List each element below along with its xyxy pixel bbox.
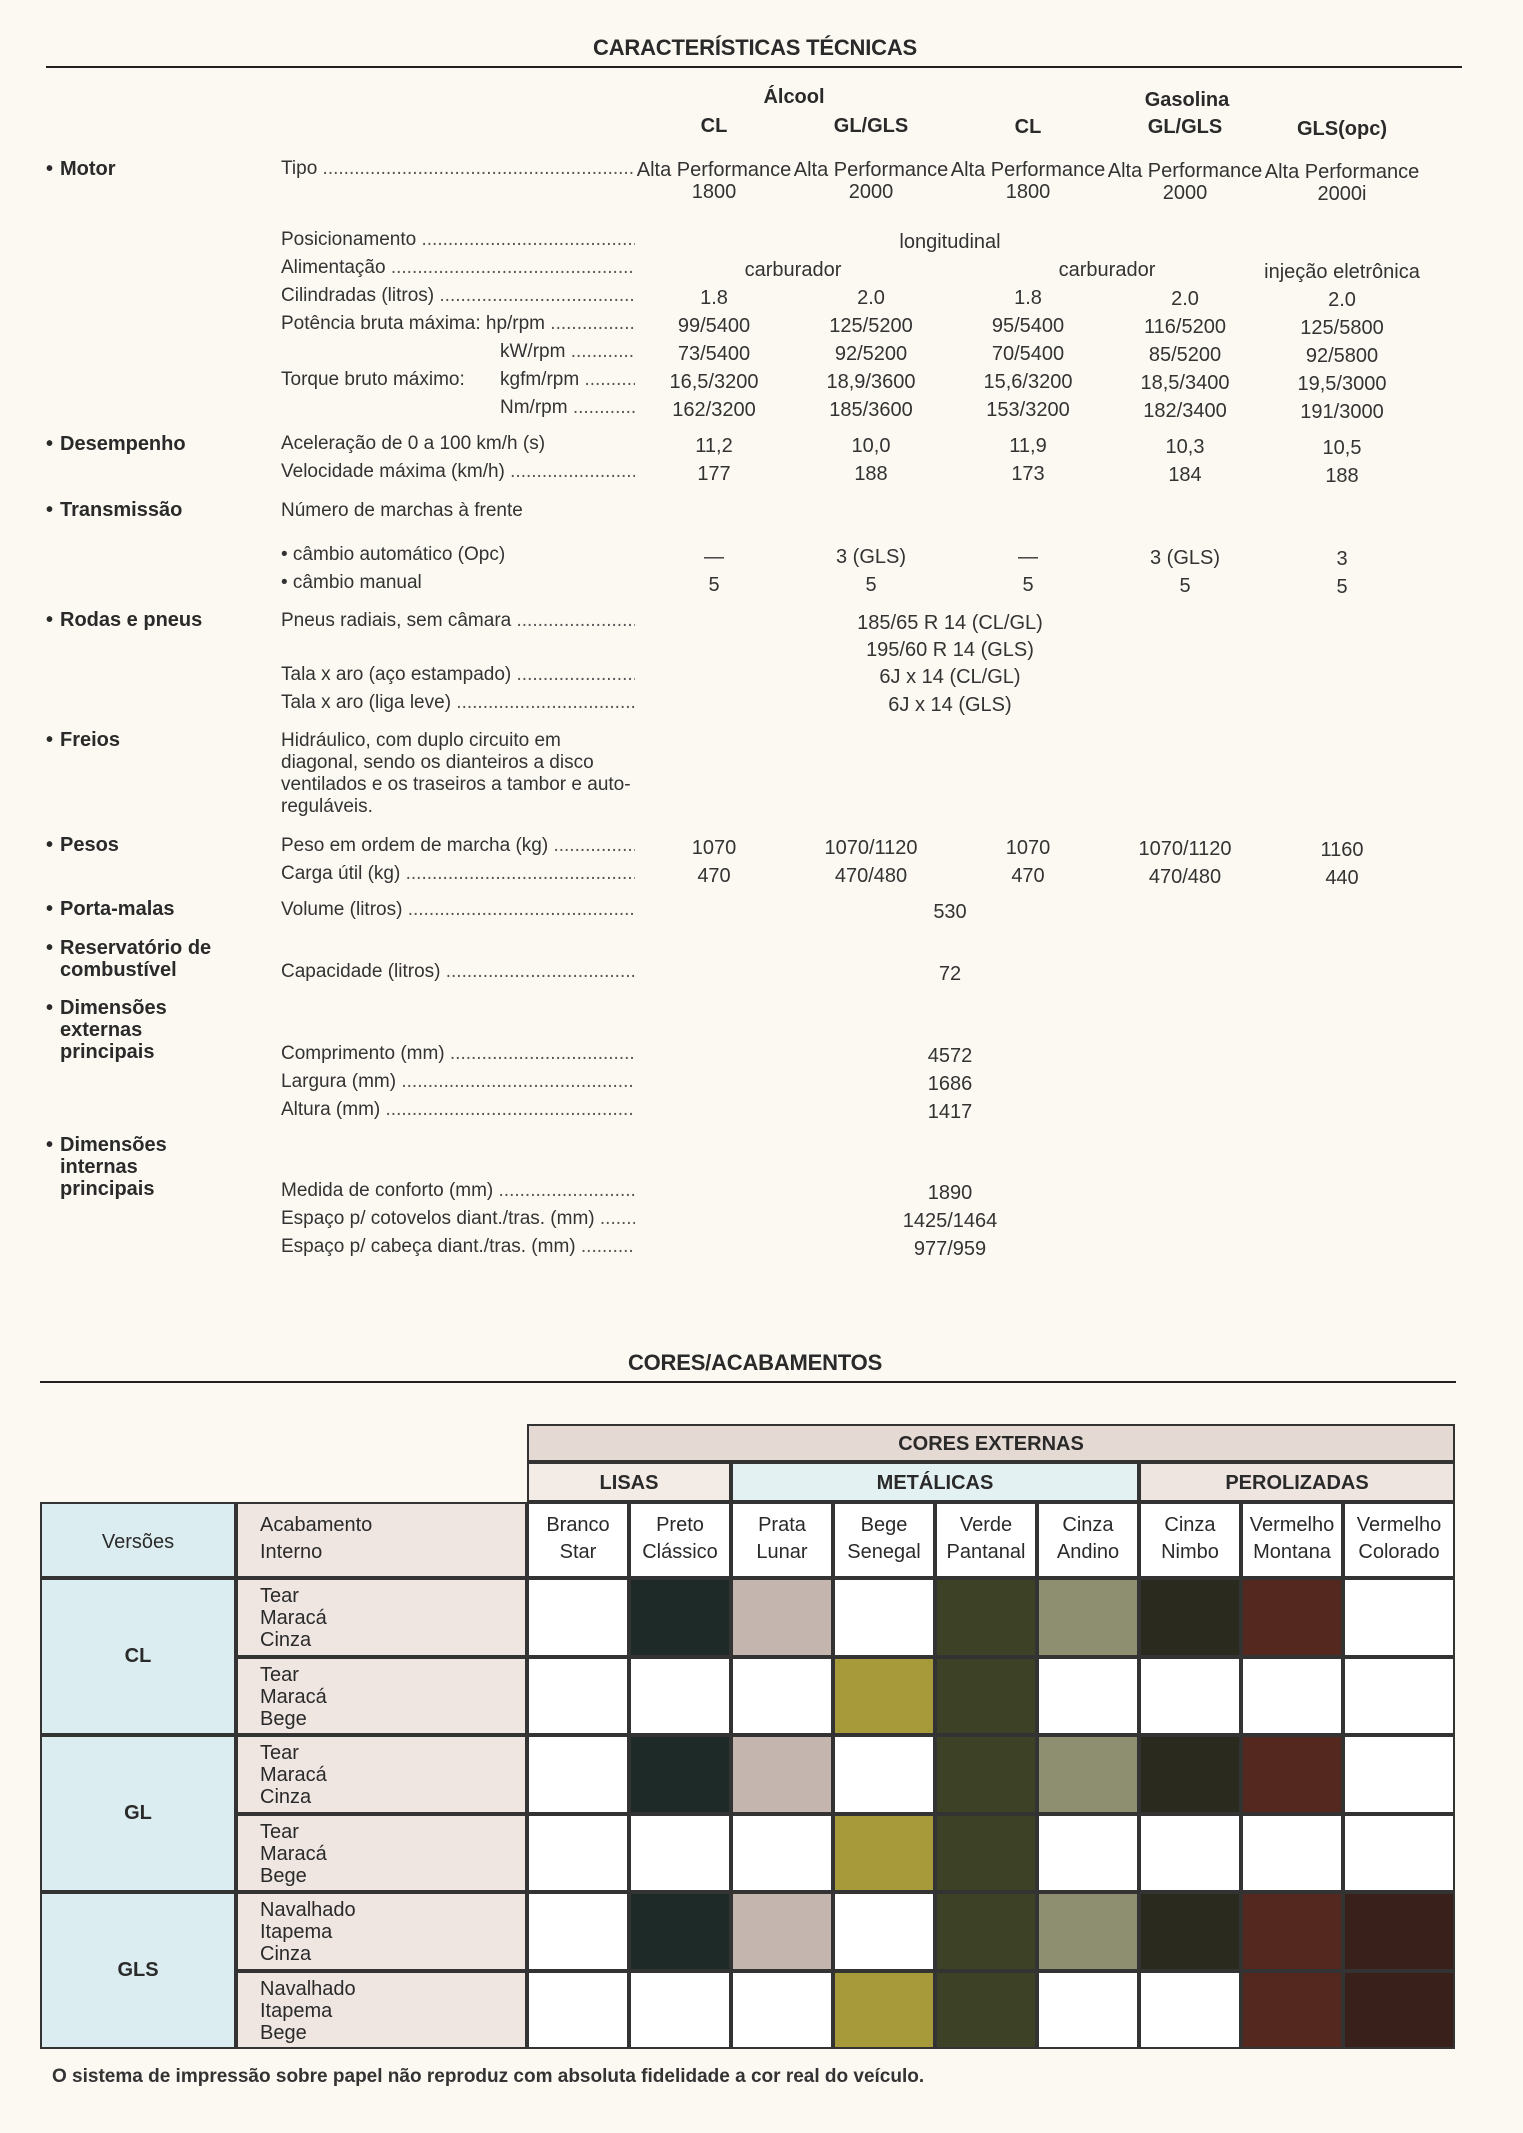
color-name-2-line2: Lunar [756, 1541, 808, 1563]
value-potencia-hp-4: 116/5200 [1144, 316, 1226, 338]
value-aceleracao-2: 10,0 [851, 435, 891, 457]
swatch-r1-c0 [527, 1657, 629, 1736]
label-aceleracao: Aceleração de 0 a 100 km/h (s) [281, 433, 546, 454]
category-rodas: • Rodas e pneus [46, 609, 203, 631]
value-largura: 1686 [927, 1073, 973, 1095]
swatch-r3-c4 [935, 1814, 1037, 1893]
value-cilindradas-4: 2.0 [1171, 288, 1199, 310]
versoes-header-label: Versões [101, 1531, 175, 1553]
value-potencia-kw-4: 85/5200 [1148, 344, 1222, 366]
value-automatico-2: 3 (GLS) [835, 546, 907, 568]
swatch-r3-c2 [731, 1814, 833, 1893]
label-marchas: Número de marchas à frente [281, 500, 523, 521]
swatch-r5-c3 [833, 1971, 935, 2050]
label-largura: Largura (mm) ..... [281, 1071, 635, 1093]
value-volume: 530 [933, 901, 967, 923]
trim-4-line1: Navalhado [260, 1899, 356, 1921]
label-posicionamento: Posicionamento ..... [281, 229, 635, 251]
swatch-r1-c6 [1139, 1657, 1241, 1736]
swatch-r0-c4 [935, 1578, 1037, 1657]
swatch-r4-c2 [731, 1892, 833, 1971]
color-name-8-line2: Colorado [1358, 1541, 1440, 1563]
label-tala-aco: Tala x aro (aço estampado) ..... [281, 664, 635, 686]
label-tala-liga: Tala x aro (liga leve) ..... [281, 692, 635, 714]
swatch-r1-c4 [935, 1657, 1037, 1736]
acabamento-header-label-2: Interno [260, 1541, 323, 1563]
text-freios: Hidráulico, com duplo circuito em diagonal, sendo os dianteiros a disco ventilados e os traseiros a tambor e auto-reguláveis. [281, 730, 631, 817]
tech-title: CARACTERÍSTICAS TÉCNICAS [593, 35, 917, 60]
value-potencia-hp-2: 125/5200 [829, 315, 913, 337]
value-aceleracao-1: 11,2 [695, 435, 733, 457]
value-tipo-5: Alta Performance 2000i [1264, 161, 1420, 205]
trim-3-line1: Tear [260, 1820, 299, 1843]
value-pneus-2: 195/60 R 14 (GLS) [866, 639, 1034, 661]
value-potencia-kw-2: 92/5200 [834, 343, 908, 365]
value-manual-5: 5 [1336, 576, 1348, 598]
swatch-r2-c2 [731, 1735, 833, 1814]
swatch-r1-c3 [833, 1657, 935, 1736]
trim-2-line3: Cinza [260, 1786, 312, 1808]
value-cilindradas-5: 2.0 [1328, 289, 1356, 311]
swatch-r1-c1 [629, 1657, 731, 1736]
label-cambio-manual: • câmbio manual [281, 572, 422, 593]
swatch-r1-c7 [1241, 1657, 1343, 1736]
value-carga-2: 470/480 [834, 865, 908, 887]
col-header-4: GL/GLS [1147, 116, 1223, 138]
value-peso-5: 1160 [1320, 839, 1364, 861]
swatch-r0-c5 [1037, 1578, 1139, 1657]
value-torque-nm-4: 182/3400 [1143, 400, 1227, 422]
swatch-r3-c8 [1343, 1814, 1455, 1893]
value-torque-kgfm-3: 15,6/3200 [983, 371, 1073, 393]
value-potencia-kw-3: 70/5400 [991, 343, 1065, 365]
col-header-1: CL [700, 115, 728, 137]
value-velocidade-1: 177 [697, 463, 731, 485]
value-potencia-hp-3: 95/5400 [991, 315, 1065, 337]
value-potencia-kw-5: 92/5800 [1305, 345, 1379, 367]
label-comprimento: Comprimento (mm) ..... [281, 1043, 635, 1065]
value-comprimento: 4572 [927, 1045, 973, 1067]
value-manual-2: 5 [865, 574, 877, 596]
category-dim-externas: • Dimensões externas principais [46, 997, 167, 1063]
trim-5-line3: Bege [260, 2021, 307, 2044]
value-peso-1: 1070 [691, 837, 737, 859]
value-velocidade-3: 173 [1011, 463, 1045, 485]
swatch-r0-c1 [629, 1578, 731, 1657]
value-torque-nm-5: 191/3000 [1300, 401, 1384, 423]
col-header-3: CL [1014, 116, 1042, 138]
color-name-2-line1: Prata [758, 1514, 806, 1536]
value-velocidade-2: 188 [854, 463, 888, 485]
value-automatico-4: 3 (GLS) [1149, 547, 1221, 569]
color-name-5-line1: Cinza [1062, 1514, 1114, 1536]
tech-title-rule [46, 66, 1462, 68]
label-velocidade: Velocidade máxima (km/h) ..... [281, 461, 635, 483]
label-cabeca: Espaço p/ cabeça diant./tras. (mm) ..... [281, 1236, 635, 1258]
label-peso: Peso em ordem de marcha (kg) ..... [281, 835, 635, 857]
value-torque-kgfm-1: 16,5/3200 [669, 371, 759, 393]
trim-0-line3: Cinza [260, 1629, 312, 1651]
value-carga-5: 440 [1325, 867, 1359, 889]
swatch-r5-c6 [1139, 1971, 1241, 2050]
swatch-r1-c5 [1037, 1657, 1139, 1736]
swatch-r4-c4 [935, 1892, 1037, 1971]
value-peso-2: 1070/1120 [824, 837, 918, 859]
category-freios: • Freios [46, 729, 121, 751]
swatch-r0-c7 [1241, 1578, 1343, 1657]
group-lisas-label: LISAS [599, 1472, 659, 1494]
swatch-r2-c0 [527, 1735, 629, 1814]
swatch-r5-c7 [1241, 1971, 1343, 2050]
label-carga: Carga útil (kg) ..... [281, 863, 635, 885]
value-aceleracao-4: 10,3 [1165, 436, 1205, 458]
swatch-r5-c2 [731, 1971, 833, 2050]
value-capacidade: 72 [938, 963, 962, 985]
value-carga-4: 470/480 [1148, 866, 1222, 888]
category-reservatorio: • Reservatório de combustível [46, 937, 212, 981]
label-conforto: Medida de conforto (mm) ..... [281, 1180, 635, 1202]
value-torque-kgfm-5: 19,5/3000 [1297, 373, 1387, 395]
label-potencia-hp: Potência bruta máxima: hp/rpm ..... [281, 313, 635, 335]
trim-2-line1: Tear [260, 1742, 299, 1764]
color-name-7-line2: Montana [1253, 1541, 1331, 1563]
color-name-1-line1: Preto [656, 1514, 704, 1536]
value-automatico-3: — [1018, 546, 1038, 568]
swatch-r3-c0 [527, 1814, 629, 1893]
trim-0-line2: Maracá [260, 1607, 327, 1629]
group-perolizadas-label: PEROLIZADAS [1225, 1472, 1369, 1494]
swatch-r2-c1 [629, 1735, 731, 1814]
swatch-r4-c5 [1037, 1892, 1139, 1971]
value-tala-aco: 6J x 14 (CL/GL) [879, 666, 1021, 688]
value-altura: 1417 [927, 1101, 973, 1123]
value-cilindradas-3: 1.8 [1014, 287, 1042, 309]
value-peso-4: 1070/1120 [1138, 838, 1232, 860]
value-potencia-hp-1: 99/5400 [677, 315, 751, 337]
swatch-r4-c8 [1343, 1892, 1455, 1971]
swatch-r3-c5 [1037, 1814, 1139, 1893]
swatch-r4-c3 [833, 1892, 935, 1971]
category-dim-internas: • Dimensões internas principais [46, 1134, 167, 1200]
label-torque: Torque bruto máximo: [281, 369, 465, 390]
value-posicionamento: longitudinal [899, 231, 1001, 253]
value-cilindradas-2: 2.0 [857, 287, 885, 309]
trim-4-line2: Itapema [260, 1921, 333, 1943]
value-tipo-3: Alta Performance 1800 [950, 159, 1106, 203]
value-manual-4: 5 [1179, 575, 1191, 597]
label-torque-kgfm: kgfm/rpm ..... [500, 369, 635, 391]
value-torque-kgfm-4: 18,5/3400 [1140, 372, 1230, 394]
trim-3-line2: Maracá [260, 1842, 327, 1865]
swatch-r4-c6 [1139, 1892, 1241, 1971]
trim-2-line2: Maracá [260, 1764, 327, 1786]
value-automatico-1: — [704, 546, 724, 568]
swatch-r1-c2 [731, 1657, 833, 1736]
value-cilindradas-1: 1.8 [700, 287, 728, 309]
color-name-7-line1: Vermelho [1249, 1514, 1335, 1536]
swatch-r4-c1 [629, 1892, 731, 1971]
label-capacidade: Capacidade (litros) ..... [281, 961, 635, 983]
trim-0-line1: Tear [260, 1585, 299, 1607]
color-name-3-line1: Bege [860, 1514, 908, 1536]
value-manual-1: 5 [708, 574, 720, 596]
label-torque-nm: Nm/rpm ..... [500, 397, 635, 419]
swatch-r0-c3 [833, 1578, 935, 1657]
swatch-r5-c5 [1037, 1971, 1139, 2050]
value-aceleracao-5: 10,5 [1322, 437, 1362, 459]
group-gasolina: Gasolina [1144, 89, 1230, 111]
color-name-5-line2: Andino [1056, 1541, 1120, 1563]
color-name-1-line2: Clássico [642, 1541, 718, 1563]
col-header-5: GLS(opc) [1297, 118, 1387, 140]
value-tala-liga: 6J x 14 (GLS) [888, 694, 1012, 716]
swatch-r5-c4 [935, 1971, 1037, 2050]
value-conforto: 1890 [927, 1182, 973, 1204]
value-torque-nm-2: 185/3600 [829, 399, 913, 421]
value-pneus-1: 185/65 R 14 (CL/GL) [857, 612, 1043, 634]
value-torque-kgfm-2: 18,9/3600 [826, 371, 916, 393]
value-aceleracao-3: 11,9 [1009, 435, 1047, 457]
swatch-r5-c0 [527, 1971, 629, 2050]
label-cotovelos: Espaço p/ cotovelos diant./tras. (mm) ..... [281, 1208, 635, 1230]
color-name-8-line1: Vermelho [1356, 1514, 1442, 1536]
swatch-r3-c6 [1139, 1814, 1241, 1893]
value-torque-nm-3: 153/3200 [986, 399, 1070, 421]
swatch-r1-c8 [1343, 1657, 1455, 1736]
color-name-6-line1: Cinza [1164, 1514, 1216, 1536]
cores-title-rule [40, 1381, 1456, 1383]
value-alimentacao-opc: injeção eletrônica [1264, 261, 1420, 283]
label-altura: Altura (mm) ..... [281, 1099, 635, 1121]
swatch-r2-c7 [1241, 1735, 1343, 1814]
version-label-cl: CL [124, 1644, 152, 1667]
color-name-4-line1: Verde [959, 1514, 1013, 1536]
swatch-r3-c1 [629, 1814, 731, 1893]
value-cabeca: 977/959 [913, 1238, 987, 1260]
color-name-0-line1: Branco [546, 1514, 610, 1536]
value-velocidade-4: 184 [1168, 464, 1202, 486]
label-potencia-kw: kW/rpm ..... [500, 341, 635, 363]
cores-title: CORES/ACABAMENTOS [627, 1350, 883, 1375]
col-header-2: GL/GLS [833, 115, 909, 137]
value-alimentacao-gasolina: carburador [1058, 259, 1156, 281]
category-porta-malas: • Porta-malas [46, 898, 175, 920]
value-cotovelos: 1425/1464 [902, 1210, 998, 1232]
category-desempenho: • Desempenho [46, 433, 186, 455]
swatch-r2-c3 [833, 1735, 935, 1814]
value-tipo-2: Alta Performance 2000 [793, 159, 949, 203]
label-cambio-automatico: • câmbio automático (Opc) [281, 544, 506, 565]
color-name-6-line2: Nimbo [1161, 1541, 1219, 1563]
footnote: O sistema de impressão sobre papel não reproduz com absoluta fidelidade a cor real do veículo. [52, 2066, 925, 2087]
value-velocidade-5: 188 [1325, 465, 1359, 487]
label-alimentacao: Alimentação ..... [281, 257, 635, 279]
group-alcool: Álcool [763, 86, 825, 108]
swatch-r5-c1 [629, 1971, 731, 2050]
cores-externas-label: CORES EXTERNAS [898, 1433, 1084, 1455]
value-peso-3: 1070 [1005, 837, 1051, 859]
value-torque-nm-1: 162/3200 [672, 399, 756, 421]
value-tipo-4: Alta Performance 2000 [1107, 160, 1263, 204]
label-cilindradas: Cilindradas (litros) ..... [281, 285, 635, 307]
trim-1-line2: Maracá [260, 1685, 327, 1708]
value-carga-1: 470 [697, 865, 731, 887]
trim-4-line3: Cinza [260, 1943, 312, 1965]
swatch-r2-c8 [1343, 1735, 1455, 1814]
value-potencia-hp-5: 125/5800 [1300, 317, 1384, 339]
swatch-r3-c3 [833, 1814, 935, 1893]
swatch-r0-c6 [1139, 1578, 1241, 1657]
swatch-r5-c8 [1343, 1971, 1455, 2050]
color-name-3-line2: Senegal [847, 1541, 921, 1563]
version-label-gl: GL [124, 1801, 152, 1824]
label-volume: Volume (litros) ..... [281, 899, 635, 921]
color-name-0-line2: Star [559, 1541, 597, 1563]
swatch-r0-c2 [731, 1578, 833, 1657]
swatch-r0-c8 [1343, 1578, 1455, 1657]
acabamento-header-label-1: Acabamento [260, 1514, 373, 1536]
value-manual-3: 5 [1022, 574, 1034, 596]
label-tipo: Tipo ..... [281, 158, 635, 180]
category-pesos: • Pesos [46, 834, 119, 856]
value-potencia-kw-1: 73/5400 [677, 343, 751, 365]
swatch-r4-c7 [1241, 1892, 1343, 1971]
swatch-r4-c0 [527, 1892, 629, 1971]
category-transmissao: • Transmissão [46, 499, 183, 521]
category-motor: • Motor [46, 158, 116, 180]
value-carga-3: 470 [1011, 865, 1045, 887]
value-alimentacao-alcool: carburador [744, 259, 842, 281]
value-tipo-1: Alta Performance 1800 [636, 159, 792, 203]
swatch-r2-c4 [935, 1735, 1037, 1814]
trim-5-line1: Navalhado [260, 1977, 356, 2000]
swatch-r0-c0 [527, 1578, 629, 1657]
swatch-r3-c7 [1241, 1814, 1343, 1893]
trim-1-line1: Tear [260, 1663, 299, 1686]
color-name-4-line2: Pantanal [946, 1541, 1026, 1563]
group-metalicas-label: METÁLICAS [876, 1472, 994, 1494]
swatch-r2-c6 [1139, 1735, 1241, 1814]
trim-1-line3: Bege [260, 1707, 307, 1730]
swatch-r2-c5 [1037, 1735, 1139, 1814]
version-label-gls: GLS [117, 1958, 159, 1981]
value-automatico-5: 3 [1336, 548, 1348, 570]
label-pneus: Pneus radiais, sem câmara ..... [281, 610, 635, 632]
trim-5-line2: Itapema [260, 1999, 333, 2022]
trim-3-line3: Bege [260, 1864, 307, 1887]
